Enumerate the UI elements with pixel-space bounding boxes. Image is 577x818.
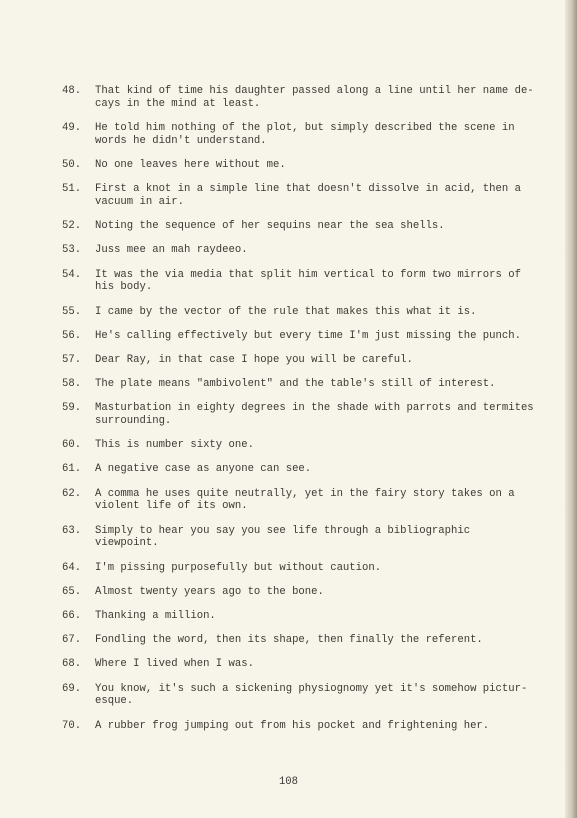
list-item: [62, 683, 537, 709]
page-gutter-shadow: [565, 0, 577, 818]
item-number: 64.: [62, 561, 82, 574]
item-text: First a knot in a simple line that doesn't dissolve in acid, then a vacuum in air.: [95, 183, 521, 208]
item-number: 67.: [62, 634, 82, 647]
item-text: Thanking a million.: [95, 609, 216, 622]
list-item: [62, 463, 537, 476]
item-number: 68.: [62, 658, 82, 671]
item-number: 61.: [62, 463, 82, 476]
list-item: [62, 610, 537, 623]
item-text: Noting the sequence of her sequins near the sea shells.: [95, 220, 445, 233]
item-text: It was the via media that split him vertical to form two mirrors of his body.: [95, 268, 521, 294]
list-item: [62, 220, 537, 233]
page-number: 108: [278, 776, 299, 788]
item-text: A comma he uses quite neutrally, yet in the fairy story takes on a violent life of its own.: [95, 487, 515, 513]
item-number: 48.: [62, 85, 82, 97]
item-number: 53.: [62, 244, 82, 257]
item-text: He told him nothing of the plot, but simply described the scene in words he didn't understand.: [95, 121, 515, 147]
item-number: 52.: [62, 220, 82, 233]
list-item: [62, 85, 537, 111]
item-text: A rubber frog jumping out from his pocket and frightening her.: [95, 719, 490, 732]
item-number: 66.: [62, 609, 82, 622]
item-text: A negative case as anyone can see.: [95, 463, 312, 476]
item-number: 51.: [62, 183, 82, 196]
list-item: [62, 354, 537, 367]
list-item: [62, 488, 537, 514]
numbered-list: [62, 85, 537, 744]
item-number: 60.: [62, 439, 82, 452]
item-text: I came by the vector of the rule that makes this what it is.: [95, 305, 477, 318]
list-item: [62, 244, 537, 257]
item-number: 70.: [62, 719, 82, 732]
list-item: [62, 720, 537, 733]
item-number: 49.: [62, 121, 82, 134]
item-number: 58.: [62, 378, 82, 391]
list-item: [62, 159, 537, 172]
item-text: Juss mee an mah raydeeo.: [95, 244, 248, 257]
list-item: [62, 634, 537, 647]
item-text: The plate means "ambivolent" and the table's still of interest.: [95, 378, 496, 391]
item-text: Fondling the word, then its shape, then finally the referent.: [95, 634, 483, 647]
item-text: Almost twenty years ago to the bone.: [95, 585, 324, 598]
list-item: [62, 306, 537, 319]
item-number: 57.: [62, 353, 82, 366]
item-text: Masturbation in eighty degrees in the shade with parrots and termites surrounding.: [95, 402, 534, 428]
list-item: [62, 562, 537, 575]
list-item: [62, 122, 537, 148]
list-item: [62, 586, 537, 599]
item-number: 54.: [62, 268, 82, 281]
list-item: [62, 525, 537, 551]
item-number: 65.: [62, 585, 82, 598]
item-number: 63.: [62, 524, 82, 537]
list-item: [62, 269, 537, 295]
item-text: Where I lived when I was.: [95, 658, 254, 671]
list-item: [62, 330, 537, 343]
item-text: You know, it's such a sickening physiognomy yet it's somehow pictur- esque.: [95, 682, 528, 708]
item-number: 62.: [62, 487, 82, 500]
item-text: Dear Ray, in that case I hope you will be careful.: [95, 353, 413, 366]
item-number: 50.: [62, 158, 82, 171]
item-number: 59.: [62, 402, 82, 415]
item-number: 56.: [62, 329, 82, 342]
list-item: [62, 183, 537, 209]
item-text: He's calling effectively but every time I'm just missing the punch.: [95, 329, 521, 342]
item-number: 69.: [62, 682, 82, 695]
item-text: That kind of time his daughter passed along a line until her name de- cays in the mind at least.: [95, 85, 534, 110]
item-text: Simply to hear you say you see life through a bibliographic viewpoint.: [95, 524, 471, 550]
list-item: [62, 658, 537, 671]
list-item: [62, 439, 537, 452]
item-text: This is number sixty one.: [95, 439, 254, 452]
item-text: No one leaves here without me.: [95, 158, 286, 171]
item-text: I'm pissing purposefully but without caution.: [95, 561, 382, 574]
list-item: [62, 378, 537, 391]
item-number: 55.: [62, 305, 82, 318]
list-item: [62, 402, 537, 428]
